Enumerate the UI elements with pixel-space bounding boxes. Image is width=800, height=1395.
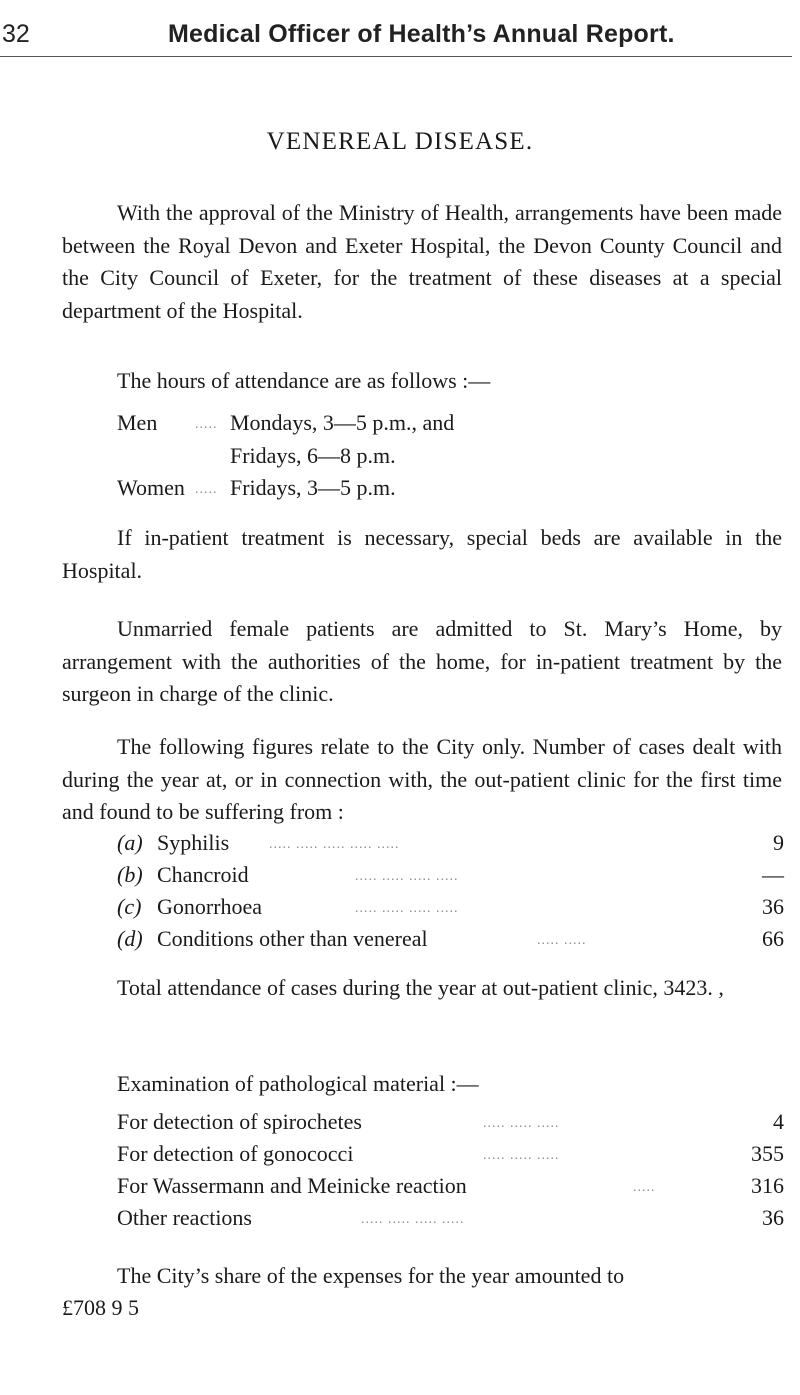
hours-times: Fridays, 3—5 p.m. [230, 475, 396, 500]
expenses-paragraph: The City’s share of the expenses for the year amounted to [117, 1263, 625, 1288]
hours-group: Men [117, 410, 158, 435]
exam-label: For detection of spirochetes [117, 1109, 362, 1134]
hours-leader: ..... [195, 417, 218, 432]
hours-leader: ..... [195, 482, 218, 497]
case-label: Syphilis [157, 830, 230, 855]
case-label: Conditions other than venereal [157, 926, 428, 951]
exam-leader: ..... ..... ..... ..... [361, 1212, 465, 1227]
figures-intro-paragraph: The following figures relate to the City only. Number of cases dealt with during the year at, or in connection with, the out-patient clinic for the first time and found to be suffering from : [62, 734, 782, 824]
intro-paragraph: With the approval of the Ministry of Health, arrangements have been made between the Royal Devon and Exeter Hospital, the Devon County Council and the City Council of Exeter, for the treatment of these diseases at a special department of the Hospital. [62, 200, 782, 323]
case-mark: (d) [117, 926, 143, 951]
case-mark: (b) [117, 862, 143, 887]
case-leader: ..... ..... ..... ..... [355, 869, 459, 884]
case-leader: ..... ..... ..... ..... ..... [269, 837, 400, 852]
case-label: Chancroid [157, 862, 249, 887]
exam-count: 316 [751, 1173, 784, 1198]
exam-leader: ..... ..... ..... [483, 1148, 560, 1163]
case-leader: ..... ..... [537, 933, 587, 948]
case-mark: (c) [117, 894, 142, 919]
exam-label: For detection of gonococci [117, 1141, 354, 1166]
exam-count: 36 [762, 1205, 784, 1230]
exam-leader: ..... [633, 1180, 656, 1195]
case-row [117, 859, 784, 891]
case-count: — [762, 862, 784, 887]
case-row [117, 827, 784, 859]
expenses-amount: £708 9 5 [62, 1295, 139, 1320]
exam-row [117, 1170, 784, 1202]
exam-row [117, 1106, 784, 1138]
exam-leader: ..... ..... ..... [483, 1116, 560, 1131]
hours-times: Mondays, 3—5 p.m., and [230, 410, 455, 435]
case-count: 66 [762, 926, 784, 951]
inpatient-paragraph: If in-patient treatment is necessary, special beds are available in the Hospital. [62, 525, 782, 583]
case-row [117, 923, 784, 955]
hours-group: Women [117, 475, 185, 500]
case-mark: (a) [117, 830, 143, 855]
case-count: 36 [762, 894, 784, 919]
header-rule [0, 56, 792, 57]
exam-row [117, 1138, 784, 1170]
unmarried-paragraph: Unmarried female patients are admitted to St. Mary’s Home, by arrangement with the authorities of the home, for in-patient treatment by the surgeon in charge of the clinic. [62, 616, 782, 706]
page-number: 32 [2, 20, 30, 48]
section-title: VENEREAL DISEASE. [266, 128, 534, 155]
exam-label: For Wassermann and Meinicke reaction [117, 1173, 467, 1198]
running-title: Medical Officer of Health’s Annual Report. [168, 20, 675, 48]
exam-row [117, 1202, 784, 1234]
case-count: 9 [773, 830, 784, 855]
case-row [117, 891, 784, 923]
case-label: Gonorrhoea [157, 894, 263, 919]
exam-label: Other reactions [117, 1205, 252, 1230]
examination-intro: Examination of pathological material :— [117, 1071, 479, 1096]
exam-count: 355 [751, 1141, 784, 1166]
case-leader: ..... ..... ..... ..... [355, 901, 459, 916]
hours-intro: The hours of attendance are as follows :— [117, 368, 491, 393]
total-attendance-paragraph: Total attendance of cases during the year at out-patient clinic, 3423. , [117, 975, 724, 1000]
exam-count: 4 [773, 1109, 784, 1134]
hours-times: Fridays, 6—8 p.m. [230, 443, 396, 468]
page-header [0, 16, 800, 56]
